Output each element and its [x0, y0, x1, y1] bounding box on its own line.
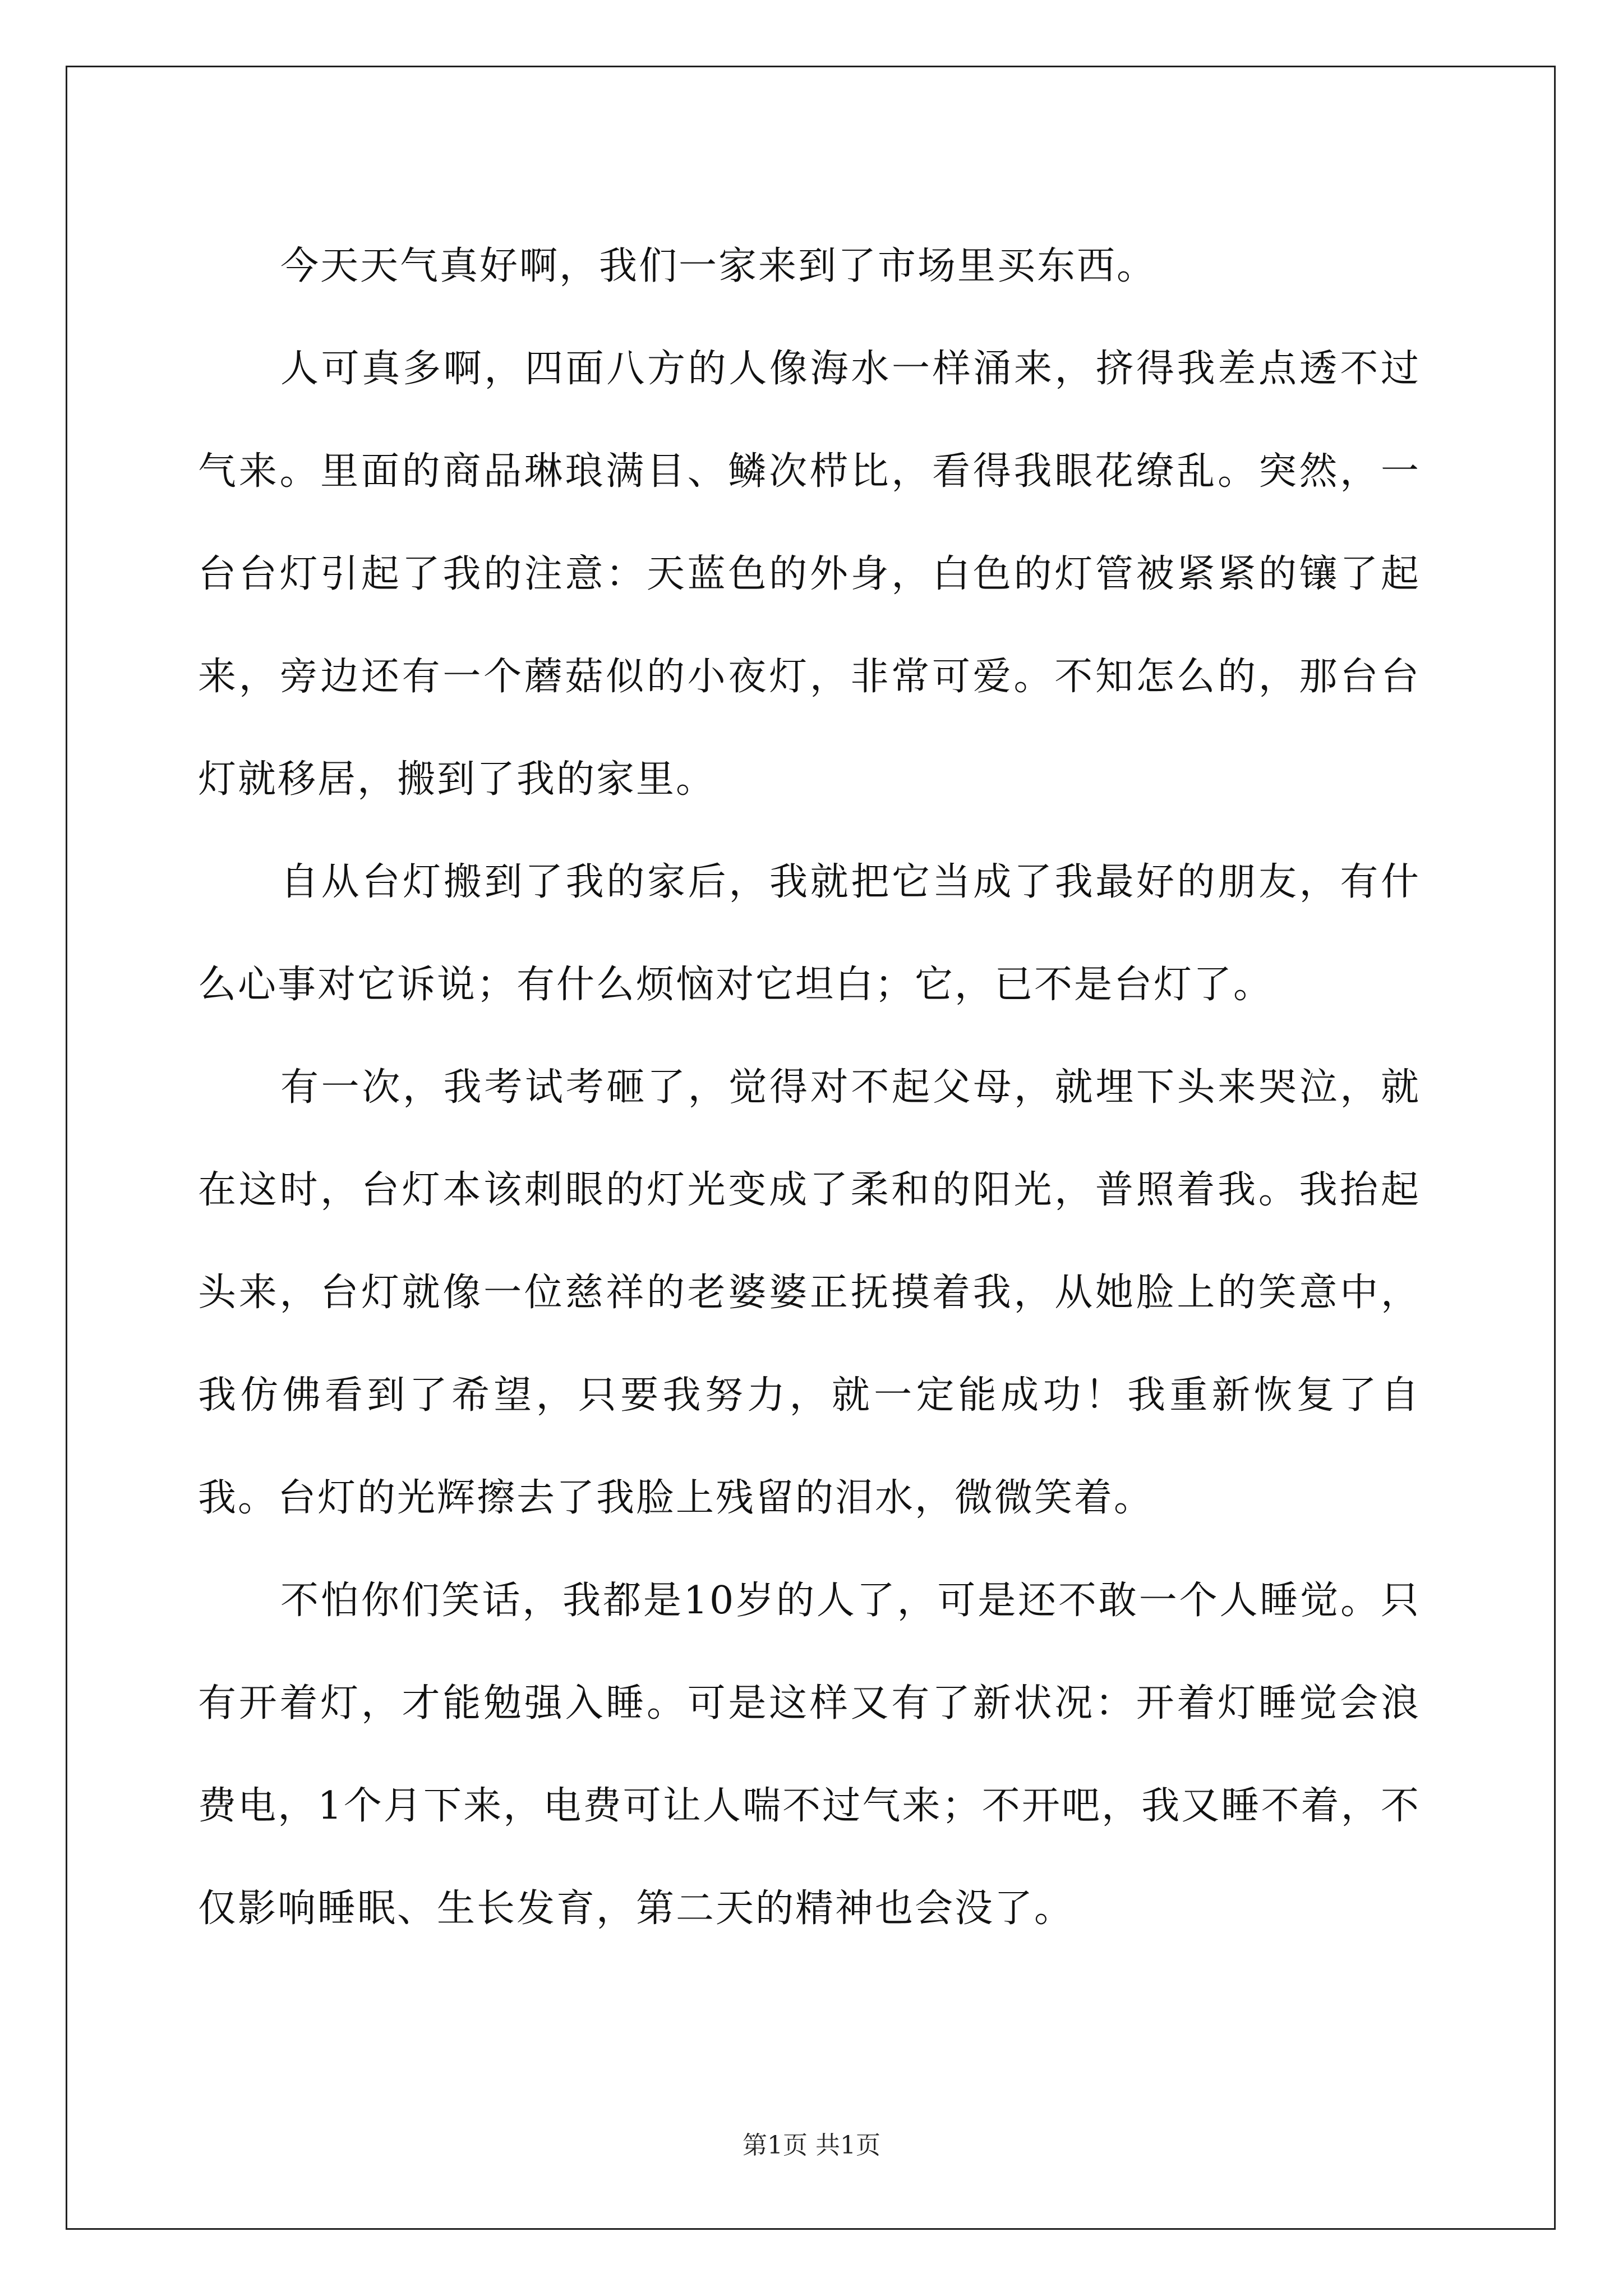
paragraph-4: 有一次，我考试考砸了，觉得对不起父母，就埋下头来哭泣，就在这时，台灯本该刺眼的灯光变成了柔和的阳光，普照着我。我抬起头来，台灯就像一位慈祥的老婆婆正抚摸着我，从她脸上的笑意中，我仿佛看到了希望，只要我努力，就一定能成功！我重新恢复了自我。台灯的光辉擦去了我脸上残留的泪水，微微笑着。	[198, 1065, 1421, 1520]
page-number: 第1页 共1页	[743, 2131, 880, 2160]
paragraph-2: 人可真多啊，四面八方的人像海水一样涌来，挤得我差点透不过气来。里面的商品琳琅满目、鳞次栉比，看得我眼花缭乱。突然，一台台灯引起了我的注意：天蓝色的外身，白色的灯管被紧紧的镶了起来，旁边还有一个蘑菇似的小夜灯，非常可爱。不知怎么的，那台台灯就移居，搬到了我的家里。	[198, 347, 1421, 802]
document-body	[198, 215, 1421, 1960]
page-footer	[0, 2130, 1623, 2161]
paragraph-1: 今天天气真好啊，我们一家来到了市场里买东西。	[280, 244, 1157, 288]
paragraph-5: 不怕你们笑话，我都是10岁的人了，可是还不敢一个人睡觉。只有开着灯，才能勉强入睡。可是这样又有了新状况：开着灯睡觉会浪费电，1个月下来，电费可让人喘不过气来；不开吧，我又睡不着，不仅影响睡眠、生长发育，第二天的精神也会没了。	[198, 1579, 1421, 1931]
paragraph-3: 自从台灯搬到了我的家后，我就把它当成了我最好的朋友，有什么心事对它诉说；有什么烦恼对它坦白；它，已不是台灯了。	[198, 860, 1421, 1007]
